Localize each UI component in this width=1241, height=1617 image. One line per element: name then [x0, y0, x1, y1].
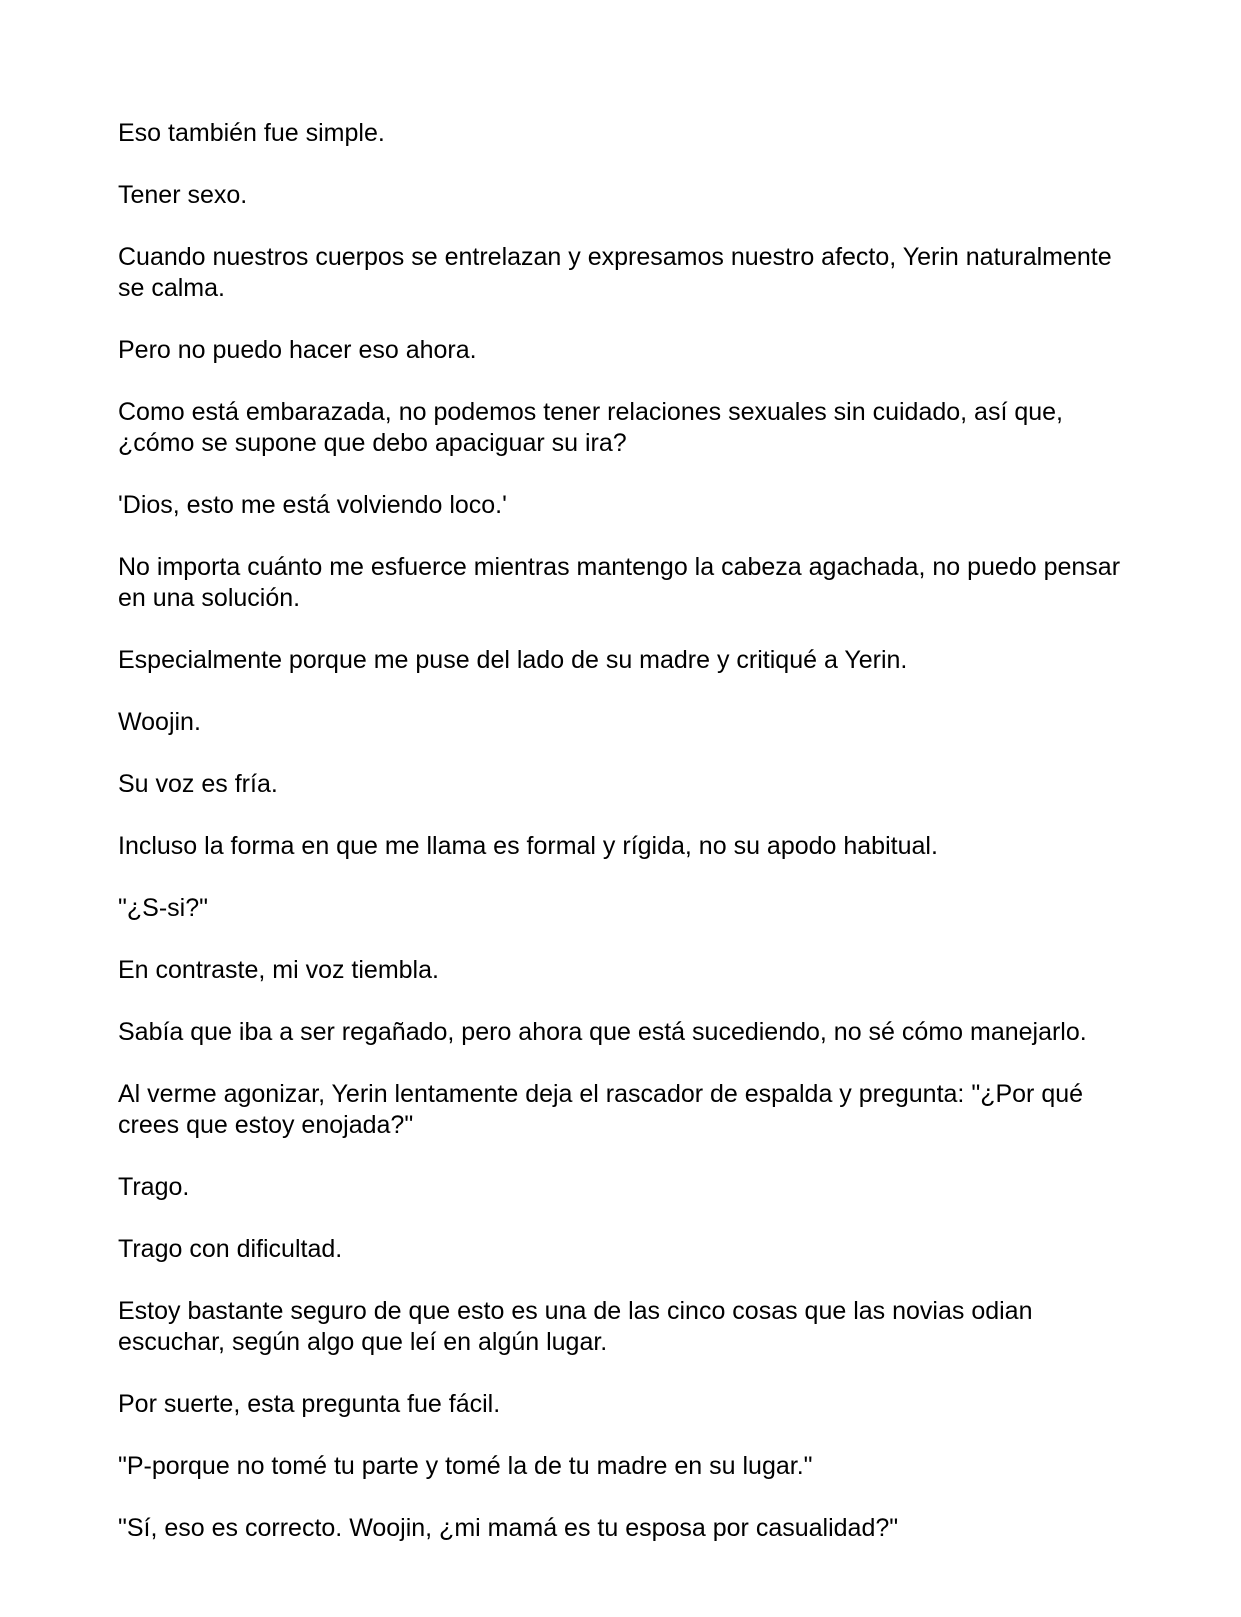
paragraph-5: Como está embarazada, no podemos tener relaciones sexuales sin cuidado, así que, ¿cómo se supone que debo apaciguar su ira?: [118, 398, 1064, 457]
paragraph-2: Tener sexo.: [118, 181, 248, 209]
paragraph-11: Incluso la forma en que me llama es formal y rígida, no su apodo habitual.: [118, 832, 938, 860]
paragraph-6: 'Dios, esto me está volviendo loco.': [118, 491, 507, 519]
document-body: [118, 118, 1128, 1575]
paragraph-18: Estoy bastante seguro de que esto es una de las cinco cosas que las novias odian escuchar, según algo que leí en algún lugar.: [118, 1297, 1033, 1356]
paragraph-8: Especialmente porque me puse del lado de su madre y critiqué a Yerin.: [118, 646, 908, 674]
paragraph-13: En contraste, mi voz tiembla.: [118, 956, 439, 984]
paragraph-19: Por suerte, esta pregunta fue fácil.: [118, 1390, 501, 1418]
paragraph-16: Trago.: [118, 1173, 190, 1201]
paragraph-10: Su voz es fría.: [118, 770, 278, 798]
paragraph-1: Eso también fue simple.: [118, 119, 385, 147]
paragraph-21: "Sí, eso es correcto. Woojin, ¿mi mamá es tu esposa por casualidad?": [118, 1514, 899, 1542]
paragraph-14: Sabía que iba a ser regañado, pero ahora que está sucediendo, no sé cómo manejarlo.: [118, 1018, 1087, 1046]
paragraph-12: "¿S-si?": [118, 894, 208, 922]
paragraph-7: No importa cuánto me esfuerce mientras mantengo la cabeza agachada, no puedo pensar en una solución.: [118, 553, 1121, 612]
paragraph-9: Woojin.: [118, 708, 201, 736]
paragraph-17: Trago con dificultad.: [118, 1235, 343, 1263]
paragraph-15: Al verme agonizar, Yerin lentamente deja el rascador de espalda y pregunta: "¿Por qué crees que estoy enojada?": [118, 1080, 1084, 1139]
paragraph-4: Pero no puedo hacer eso ahora.: [118, 336, 477, 364]
paragraph-3: Cuando nuestros cuerpos se entrelazan y expresamos nuestro afecto, Yerin naturalmente se calma.: [118, 243, 1112, 302]
paragraph-20: "P-porque no tomé tu parte y tomé la de tu madre en su lugar.": [118, 1452, 813, 1480]
